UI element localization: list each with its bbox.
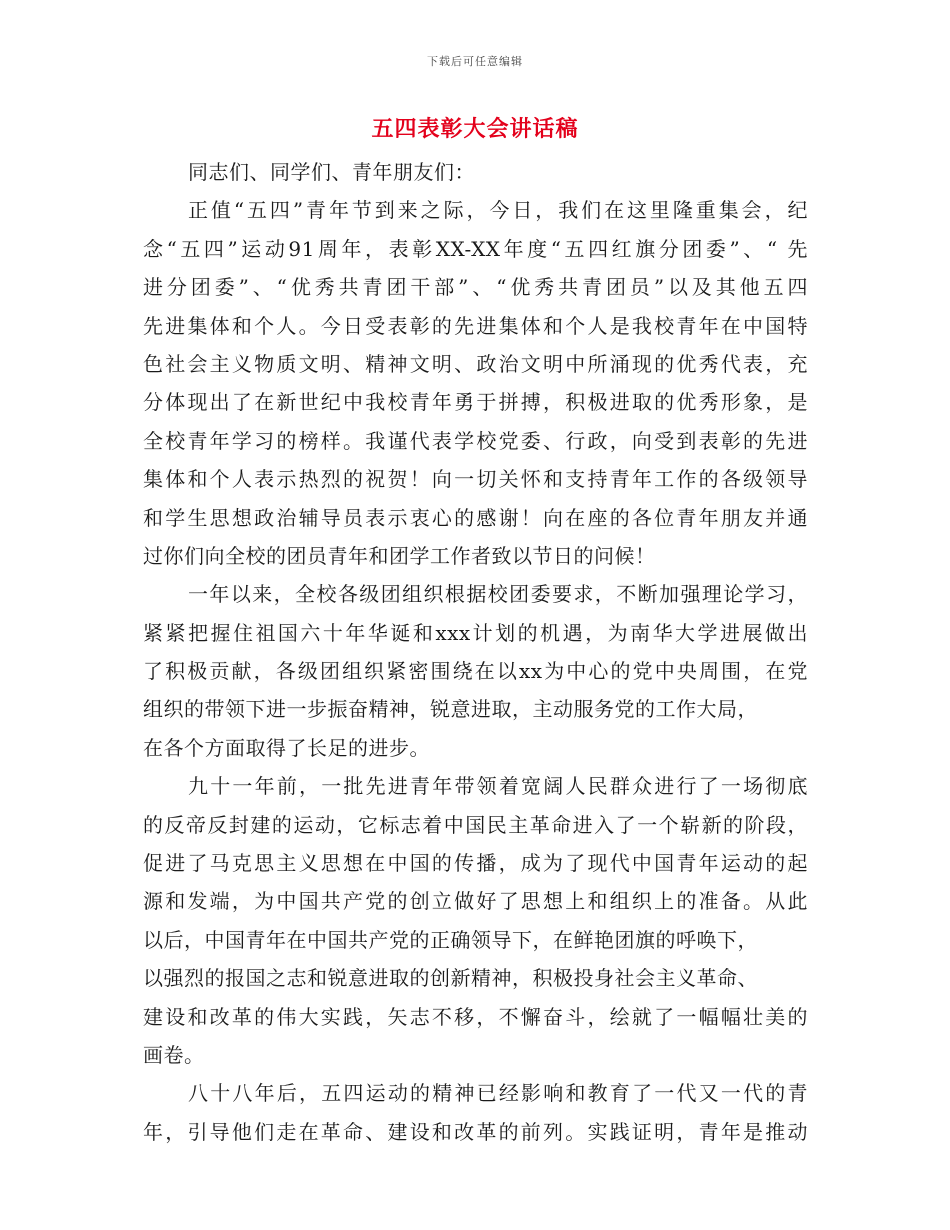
text-line: 年，引导他们走在革命、建设和改革的前列。实践证明，青年是推动 [143,1119,808,1144]
text-line: 进分团委”、“优秀共青团干部”、“优秀共青团员”以及其他五四 [143,275,808,300]
text-line: 建设和改革的伟大实践，矢志不移，不懈奋斗，绘就了一幅幅壮美的 [143,1004,808,1029]
text-line: 过你们向全校的团员青年和团学工作者致以节日的问候！ [143,543,656,568]
text-line: 一年以来，全校各级团组织根据校团委要求，不断加强理论学习， [188,582,808,607]
text-line: 画卷。 [143,1042,205,1067]
text-line: 了积极贡献，各级团组织紧密围绕在以xx为中心的党中央周围，在党 [143,659,808,684]
text-line: 集体和个人表示热烈的祝贺！向一切关怀和支持青年工作的各级领导 [143,467,808,492]
text-line: 念“五四”运动91周年，表彰XX-XX年度“五四红旗分团委”、“ 先 [143,236,808,261]
text-line: 紧紧把握住祖国六十年华诞和xxx计划的机遇，为南华大学进展做出 [143,620,808,645]
text-line: 八十八年后，五四运动的精神已经影响和教育了一代又一代的青 [188,1081,808,1106]
text-line: 的反帝反封建的运动，它标志着中国民主革命进入了一个崭新的阶段， [143,812,808,837]
document-body [143,153,808,1151]
text-line: 分体现出了在新世纪中我校青年勇于拼搏，积极进取的优秀形象，是 [143,390,808,415]
text-line: 色社会主义物质文明、精神文明、政治文明中所涌现的优秀代表，充 [143,351,808,376]
text-line: 以强烈的报国之志和锐意进取的创新精神，积极投身社会主义革命、 [143,966,758,991]
text-line: 在各个方面取得了长足的进步。 [143,735,430,760]
text-line: 源和发端，为中国共产党的创立做好了思想上和组织上的准备。从此 [143,889,808,914]
text-line: 组织的带领下进一步振奋精神，锐意进取，主动服务党的工作大局， [143,697,758,722]
text-line: 同志们、同学们、青年朋友们： [188,160,475,184]
page-header: 下载后可任意编辑 [427,55,523,68]
text-line: 先进集体和个人。今日受表彰的先进集体和个人是我校青年在中国特 [143,313,808,338]
text-line: 和学生思想政治辅导员表示衷心的感谢！向在座的各位青年朋友并通 [143,505,808,530]
text-line: 全校青年学习的榜样。我谨代表学校党委、行政，向受到表彰的先进 [143,428,808,453]
text-line: 九十一年前，一批先进青年带领着宽阔人民群众进行了一场彻底 [188,774,808,799]
text-line: 促进了马克思主义思想在中国的传播，成为了现代中国青年运动的起 [143,851,808,876]
text-line: 以后，中国青年在中国共产党的正确领导下，在鲜艳团旗的呼唤下， [143,927,758,952]
text-line: 正值“五四”青年节到来之际，今日，我们在这里隆重集会，纪 [188,198,808,223]
document-title: 五四表彰大会讲话稿 [371,117,579,142]
